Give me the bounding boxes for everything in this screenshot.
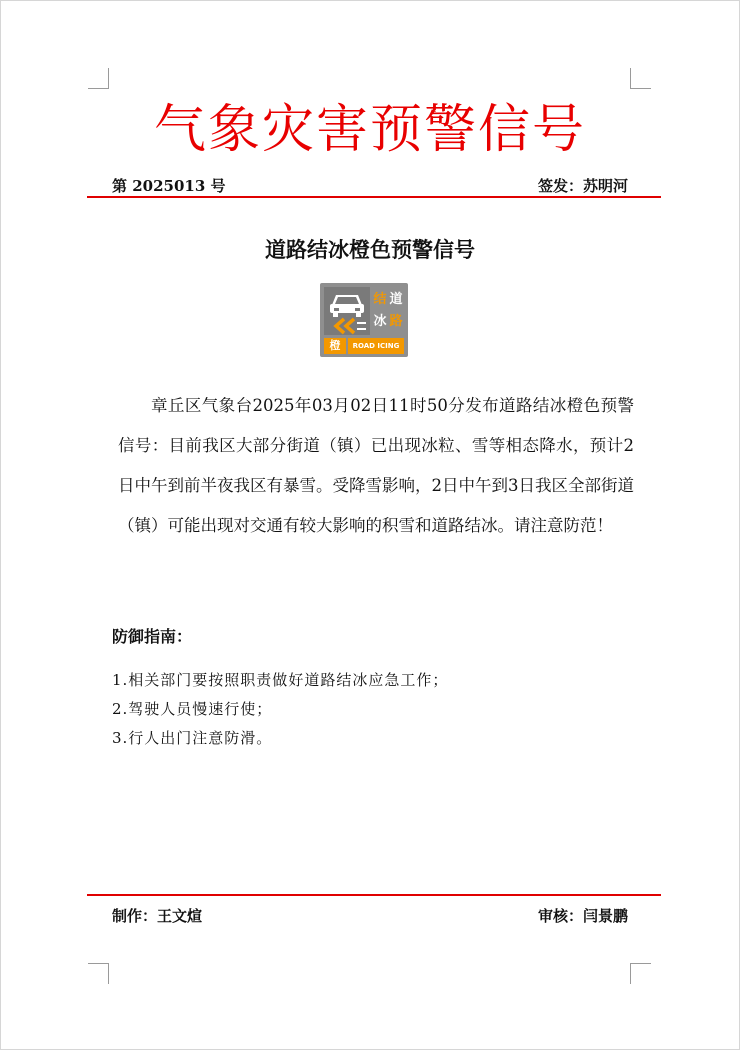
road-icing-orange-warning-icon [320, 283, 408, 357]
reviewer: 审核：闫景鹏 [537, 907, 628, 925]
guide-heading: 防御指南： [112, 627, 193, 646]
notice-body: 章丘区气象台2025年03月02日11时50分发布道路结冰橙色预警信号：目前我区大部分街道（镇）已出现冰粒、雪等相态降水，预计2日中午到前半夜我区有暴雪。受降雪影响，2日中午到3日我区全部街道（镇）可能出现对交通有较大影响的积雪和道路结冰。请注意防范！ [118, 396, 634, 535]
margin-corner-top-right [630, 68, 651, 89]
icon-text-block [372, 287, 404, 335]
icon-char: 道 [389, 292, 403, 307]
producer: 制作：王文煊 [112, 907, 203, 925]
banner-title: 气象灾害预警信号 [153, 100, 586, 160]
notice-title: 道路结冰橙色预警信号 [265, 237, 475, 262]
footer-red-rule [87, 894, 661, 896]
guide-item: 2.驾驶人员慢速行使； [112, 700, 273, 718]
issuer: 签发：苏明河 [537, 177, 628, 195]
margin-corner-top-left [88, 68, 109, 89]
margin-corner-bottom-left [88, 963, 109, 984]
guide-item: 3.行人出门注意防滑。 [112, 729, 273, 747]
document-number: 第 2025013 号 [112, 177, 226, 195]
icon-english-label: ROAD ICING [348, 338, 404, 354]
icon-char: 路 [389, 314, 403, 329]
guide-item: 1.相关部门要按照职责做好道路结冰应急工作； [112, 671, 449, 689]
icon-char: 冰 [373, 314, 387, 329]
icon-level-char: 橙 [324, 338, 346, 354]
margin-corner-bottom-right [630, 963, 651, 984]
header-red-rule [87, 196, 661, 198]
guide-list [112, 666, 448, 753]
icon-char: 结 [373, 292, 387, 307]
car-skid-icon [324, 287, 370, 335]
